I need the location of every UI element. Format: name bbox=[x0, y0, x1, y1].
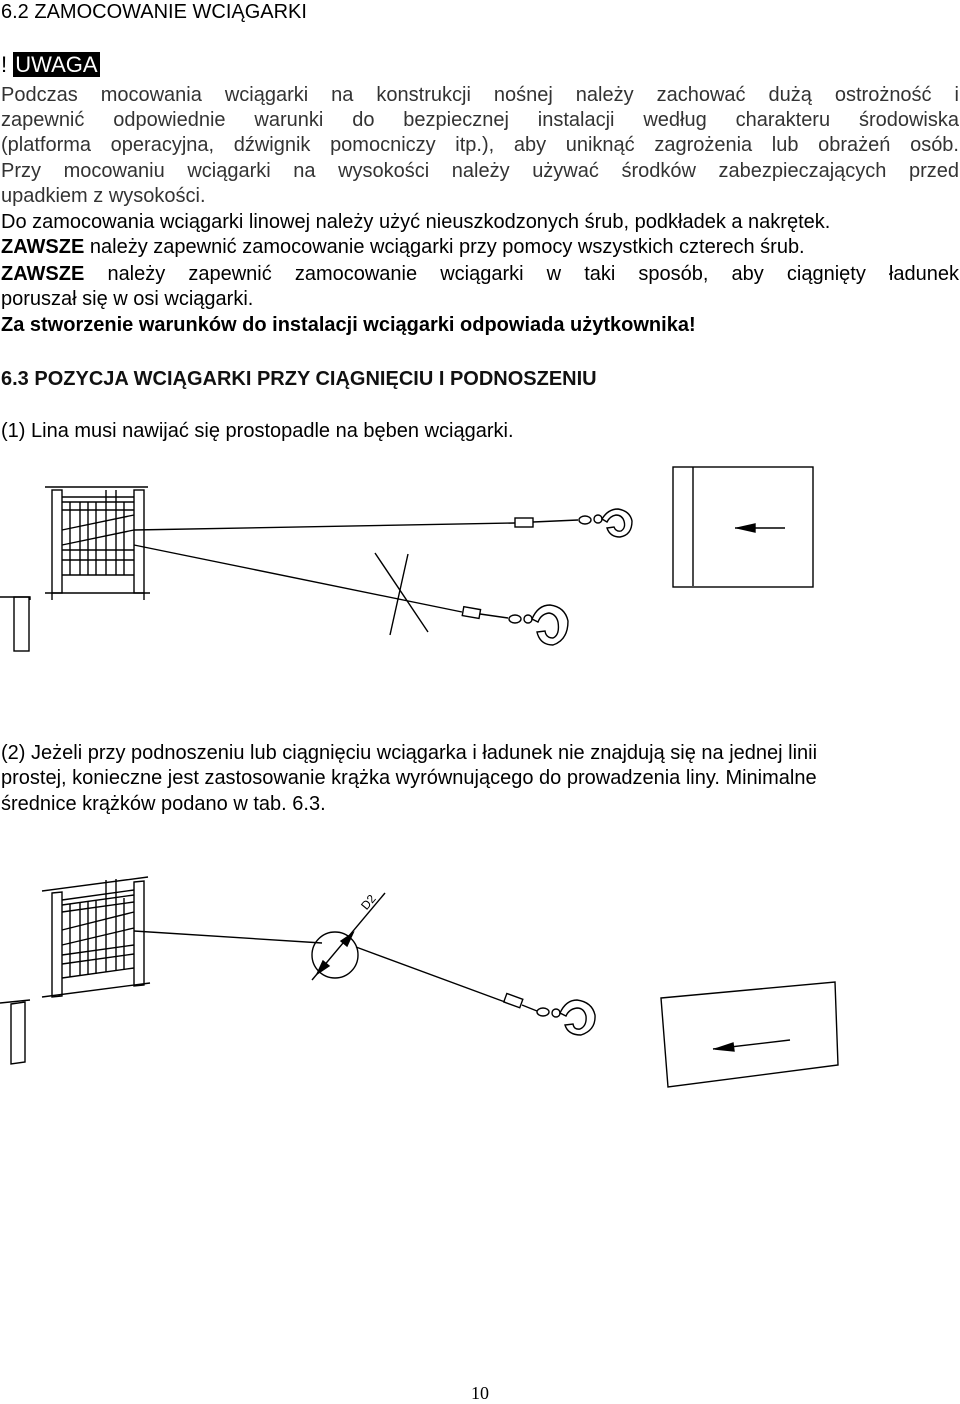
winch-icon bbox=[0, 487, 150, 651]
emphasis-text: ZAWSZE bbox=[1, 263, 85, 285]
arrow-left-icon bbox=[715, 1043, 734, 1051]
emphasis-text: ZAWSZE bbox=[1, 236, 85, 258]
hook-icon bbox=[594, 509, 632, 537]
figure-pulley-alignment bbox=[0, 860, 960, 1090]
user-responsibility-note: Za stworzenie warunków do instalacji wciągarki odpowiada użytkownika! bbox=[1, 314, 696, 336]
paragraph-line: średnice krążków podano w tab. 6.3. bbox=[1, 793, 326, 815]
hook-icon bbox=[552, 1000, 595, 1035]
paragraph-line: zapewnić odpowiednie warunki do bezpiecznej instalacji według charakteru środowiska bbox=[1, 109, 959, 131]
item-1-text: (1) Lina musi nawijać się prostopadle na bęben wciągarki. bbox=[1, 420, 514, 442]
rope-clamp-icon bbox=[462, 607, 480, 619]
paragraph-line bbox=[1, 235, 805, 260]
pulley-diameter-label: D2 bbox=[358, 891, 379, 913]
paragraph-line: Podczas mocowania wciągarki na konstrukcji nośnej należy zachować dużą ostrożność i bbox=[1, 84, 959, 106]
paragraph-line: (2) Jeżeli przy podnoszeniu lub ciągnięciu wciągarka i ładunek nie znajdują się na jednej linii bbox=[1, 742, 818, 764]
paragraph-line: upadkiem z wysokości. bbox=[1, 185, 206, 207]
paragraph-line: Do zamocowania wciągarki linowej należy użyć nieuszkodzonych śrub, podkładek a nakrętek. bbox=[1, 211, 831, 233]
warning-mark: ! bbox=[1, 52, 8, 77]
paragraph-line: Przy mocowaniu wciągarki na wysokości należy używać środków zabezpieczających przed bbox=[1, 160, 959, 182]
paragraph-line bbox=[1, 262, 959, 287]
hook-icon bbox=[524, 605, 568, 645]
winch-icon bbox=[0, 877, 150, 1064]
paragraph-text: należy zapewnić zamocowanie wciągarki przy pomocy wszystkich czterech śrub. bbox=[84, 236, 805, 258]
load-icon bbox=[661, 982, 838, 1087]
section-title-6-3: 6.3 POZYCJA WCIĄGARKI PRZY CIĄGNIĘCIU I PODNOSZENIU bbox=[1, 368, 597, 390]
paragraph-text: należy zapewnić zamocowanie wciągarki w taki sposób, aby ciągnięty ładunek bbox=[84, 263, 959, 285]
rope-clamp-icon bbox=[515, 518, 533, 527]
arrow-left-icon bbox=[737, 524, 755, 532]
warning-heading bbox=[1, 52, 100, 78]
paragraph-line: (platforma operacyjna, dźwignik pomocniczy itp.), aby uniknąć zagrożenia lub obrażeń osób. bbox=[1, 134, 959, 156]
rope-clamp-icon bbox=[504, 994, 523, 1008]
page-number: 10 bbox=[471, 1383, 489, 1403]
cross-icon bbox=[375, 553, 428, 635]
figure-winch-alignment bbox=[0, 455, 960, 715]
paragraph-line: poruszał się w osi wciągarki. bbox=[1, 288, 254, 310]
paragraph-line: prostej, konieczne jest zastosowanie krążka wyrównującego do prowadzenia liny. Minimalne bbox=[1, 767, 817, 789]
section-title-6-2: 6.2 ZAMOCOWANIE WCIĄGARKI bbox=[1, 1, 307, 23]
warning-label: UWAGA bbox=[15, 52, 98, 77]
